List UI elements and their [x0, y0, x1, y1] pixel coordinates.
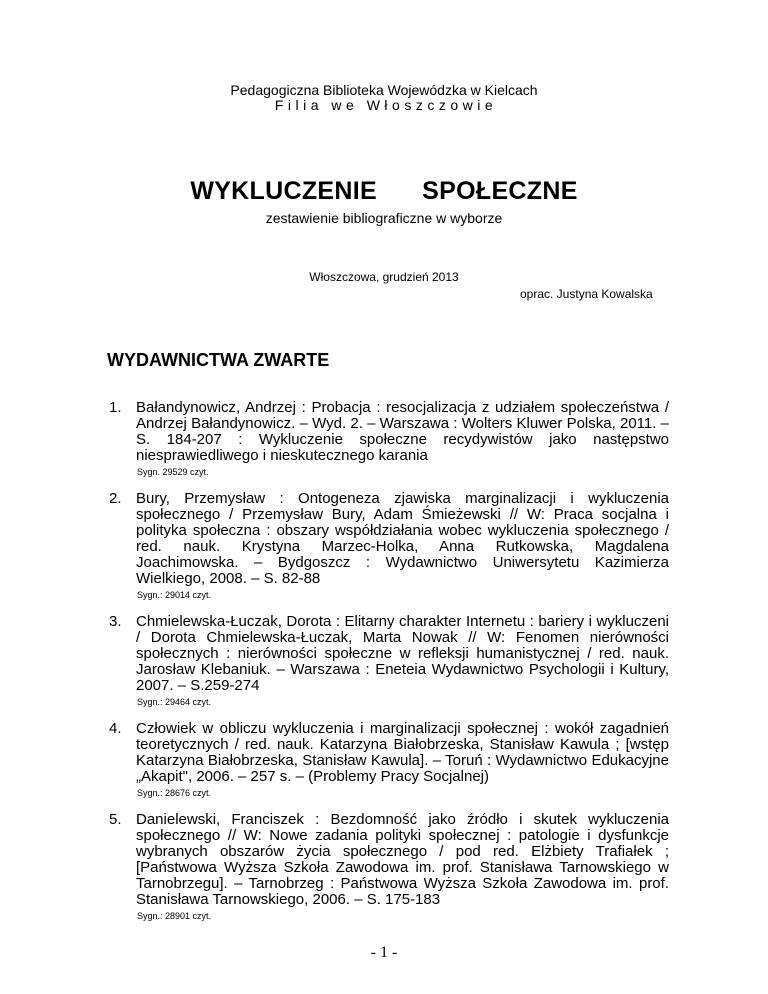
entry-text: Bury, Przemysław : Ontogeneza zjawiska marginalizacji i wykluczenia społecznego / Przemysław Bury, Adam Śmieżewski // W: Praca socjalna i polityka społeczna : obszary współdziałania wobec wykluczenia społecznego / red. nauk. Krystyna Marzec-Holka, Anna Rutkowska, Magdalena Joachimowska. – Bydgoszcz : Wydawnictwo Uniwersytetu Kazimierza Wielkiego, 2008. – S. 82-88	[136, 490, 669, 587]
entry-text: Chmielewska-Łuczak, Dorota : Elitarny charakter Internetu : bariery i wykluczeni / Dorota Chmielewska-Łuczak, Marta Nowak // W: Fenomen nierówności społecznych : nierówności społeczne w refleksji humanistycznej / red. nauk. Jarosław Klebaniuk. – Warszawa : Eneteia Wydawnictwo Psychologii i Kultury, 2007. – S.259-274	[136, 613, 669, 694]
document-title: WYKLUCZENIE SPOŁECZNE	[190, 177, 578, 205]
entry-number: 3.	[109, 613, 122, 630]
bibliography-entry	[109, 614, 669, 708]
institution-name: Pedagogiczna Biblioteka Wojewódzka w Kielcach	[230, 82, 538, 98]
bibliography-list	[109, 400, 669, 935]
entry-signature: Sygn.: 29464 czyt.	[137, 697, 212, 707]
place-date: Włoszczowa, grudzień 2013	[309, 270, 459, 284]
entry-text: Człowiek w obliczu wykluczenia i marginalizacji społecznej : wokół zagadnień teoretycznych / red. nauk. Katarzyna Białobrzeska, Stanisław Kawula ; [wstęp Katarzyna Białobrzeska, Stanisław Kawula]. – Toruń : Wydawnictwo Edukacyjne „Akapit", 2006. – 257 s. – (Problemy Pracy Socjalnej)	[136, 720, 669, 785]
bibliography-entry	[109, 721, 669, 799]
entry-number: 1.	[109, 399, 122, 416]
entry-number: 5.	[109, 811, 122, 828]
bibliography-entry	[109, 812, 669, 922]
bibliography-entry	[109, 491, 669, 601]
section-heading: WYDAWNICTWA ZWARTE	[107, 350, 330, 370]
entry-signature: Sygn.: 28676 czyt.	[137, 788, 212, 798]
entry-text: Danielewski, Franciszek : Bezdomność jako źródło i skutek wykluczenia społecznego // W: Nowe zadania polityki społecznej : patologie i dysfunkcje wybranych obszarów życia społecznego / pod red. Elżbiety Trafiałek ; [Państwowa Wyższa Szkoła Zawodowa im. prof. Stanisława Tarnowskiego w Tarnobrzegu]. – Tarnobrzeg : Państwowa Wyższa Szkoła Zawodowa im. prof. Stanisława Tarnowskiego, 2006. – S. 175-183	[136, 811, 669, 908]
page-number: - 1 -	[370, 944, 398, 961]
document-subtitle: zestawienie bibliograficzne w wyborze	[265, 210, 503, 226]
entry-text: Bałandynowicz, Andrzej : Probacja : resocjalizacja z udziałem społeczeństwa / Andrzej Bałandynowicz. – Wyd. 2. – Warszawa : Wolters Kluwer Polska, 2011. – S. 184-207 : Wykluczenie społeczne recydywistów jako następstwo niesprawiedliwego i nieskutecznego karania	[136, 399, 669, 464]
entry-signature: Sygn.: 29014 czyt.	[137, 590, 212, 600]
author-credit: oprac. Justyna Kowalska	[520, 287, 653, 301]
branch-name: Filia we Włoszczowie	[274, 97, 498, 113]
entry-number: 4.	[109, 720, 122, 737]
entry-signature: Sygn.: 28901 czyt.	[137, 911, 212, 921]
entry-number: 2.	[109, 490, 122, 507]
entry-signature: Sygn. 29529 czyt.	[137, 467, 209, 477]
bibliography-entry	[109, 400, 669, 478]
